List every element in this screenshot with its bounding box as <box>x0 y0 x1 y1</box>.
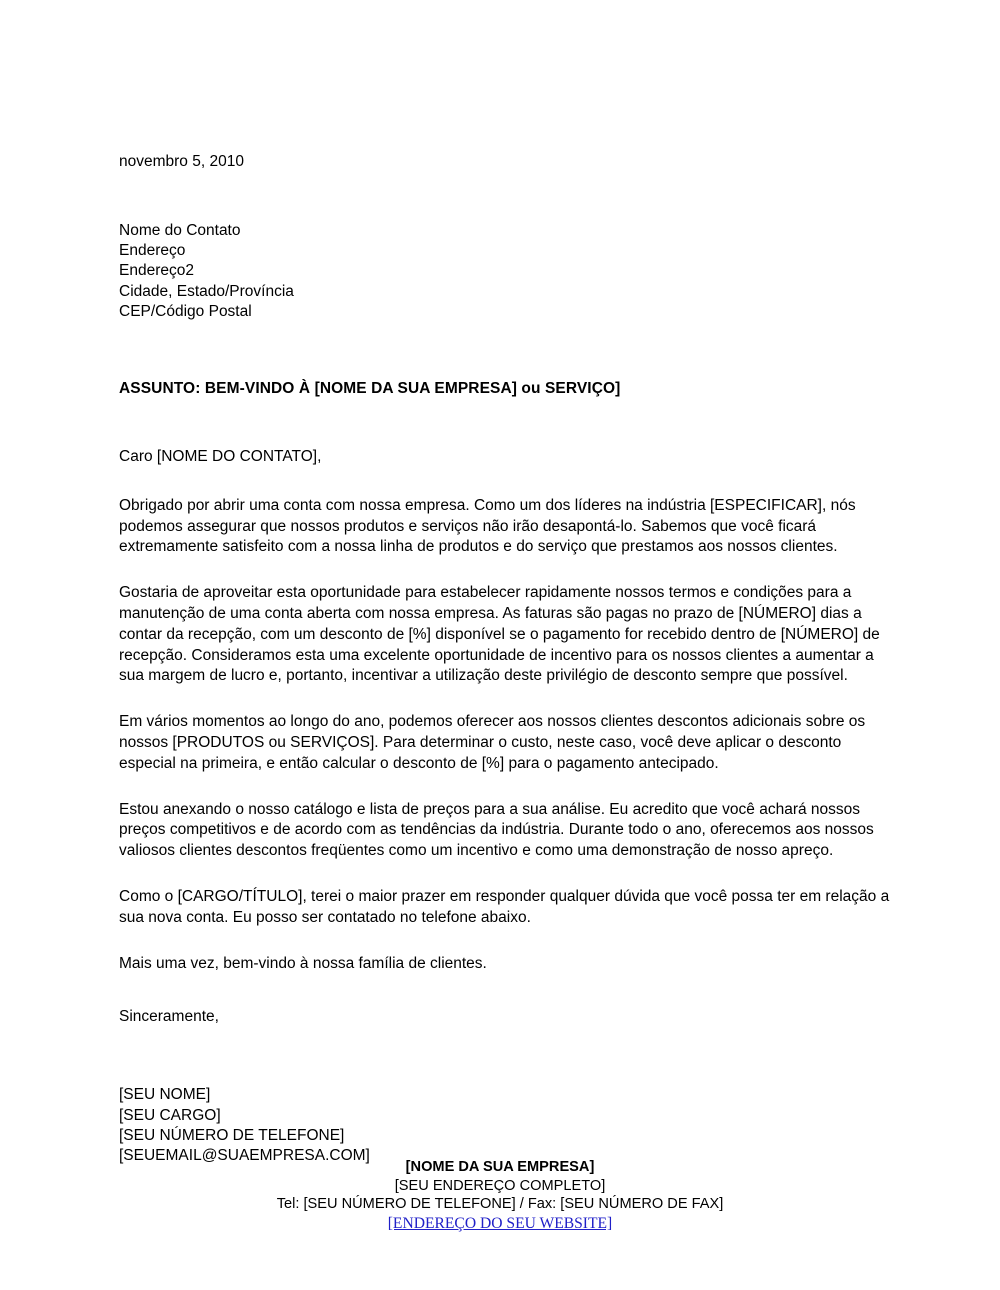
recipient-postal-code: CEP/Código Postal <box>119 302 252 320</box>
footer-website-link[interactable]: [ENDEREÇO DO SEU WEBSITE] <box>387 1214 613 1232</box>
footer-phone-fax: Tel: [SEU NÚMERO DE TELEFONE] / Fax: [SEU NÚMERO DE FAX] <box>276 1196 724 1213</box>
recipient-city-state: Cidade, Estado/Província <box>119 282 294 300</box>
letter-closing: Sinceramente, <box>119 1008 219 1026</box>
footer-company-name: [NOME DA SUA EMPRESA] <box>405 1159 595 1175</box>
signature-name: [SEU NOME] <box>119 1086 211 1104</box>
letter-subject: ASSUNTO: BEM-VINDO À [NOME DA SUA EMPRESA] ou SERVIÇO] <box>119 380 621 398</box>
letter-paragraph-3: Em vários momentos ao longo do ano, podemos oferecer aos nossos clientes descontos adicionais sobre os nossos [PRODUTOS ou SERVIÇOS]. Para determinar o custo, neste caso, você deve aplicar o desconto especial na primeira, e então calcular o desconto de [%] para o pagamento antecipado. <box>119 713 866 772</box>
recipient-address-block <box>119 221 891 322</box>
recipient-address-line-1: Endereço <box>119 242 186 260</box>
letter-date: novembro 5, 2010 <box>119 153 244 170</box>
letter-body <box>119 152 891 1166</box>
footer-address: [SEU ENDEREÇO COMPLETO] <box>394 1177 606 1194</box>
letter-date-block <box>119 152 891 173</box>
signature-title: [SEU CARGO] <box>119 1106 221 1124</box>
letter-paragraph-6: Mais uma vez, bem-vindo à nossa família de clientes. <box>119 954 487 972</box>
signature-phone: [SEU NÚMERO DE TELEFONE] <box>119 1126 345 1144</box>
signature-email: [SEUEMAIL@SUAEMPRESA.COM] <box>119 1147 370 1165</box>
letter-paragraph-1: Obrigado por abrir uma conta com nossa empresa. Como um dos líderes na indústria [ESPECIFICAR], nós podemos assegurar que nossos produtos e serviços não irão desapontá-lo. Sabemos que você ficará extremamente satisfeito com a nossa linha de produtos e do serviço que prestamos aos nossos clientes. <box>119 496 856 556</box>
recipient-address-line-2: Endereço2 <box>119 262 194 280</box>
footer-website-row <box>0 1214 1000 1234</box>
recipient-name: Nome do Contato <box>119 221 241 239</box>
letterhead-footer <box>0 1158 1000 1233</box>
letter-paragraph-2: Gostaria de aproveitar esta oportunidade para estabelecer rapidamente nossos termos e condições para a manutenção de uma conta aberta com nossa empresa. As faturas são pagas no prazo de [NÚMERO] dias a contar da recepção, com um desconto de [%] disponível se o pagamento for recebido dentro de [NÚMERO] de recepção. Consideramos esta uma excelente oportunidade de incentivo para os nossos clientes a aumentar a sua margem de lucro e, portanto, incentivar a utilização deste privilégio de desconto sempre que possível. <box>119 584 880 685</box>
signature-block <box>119 1085 891 1166</box>
letter-paragraph-4: Estou anexando o nosso catálogo e lista de preços para a sua análise. Eu acredito que você achará nossos preços competitivos e de acordo com as tendências da indústria. Durante todo o ano, oferecemos aos nossos valiosos clientes descontos freqüentes como um incentivo e como uma demonstração de nosso apreço. <box>119 800 874 860</box>
letter-paragraph-5: Como o [CARGO/TÍTULO], terei o maior prazer em responder qualquer dúvida que você possa ter em relação a sua nova conta. Eu posso ser contatado no telefone abaixo. <box>119 888 890 926</box>
letter-salutation: Caro [NOME DO CONTATO], <box>119 448 322 466</box>
